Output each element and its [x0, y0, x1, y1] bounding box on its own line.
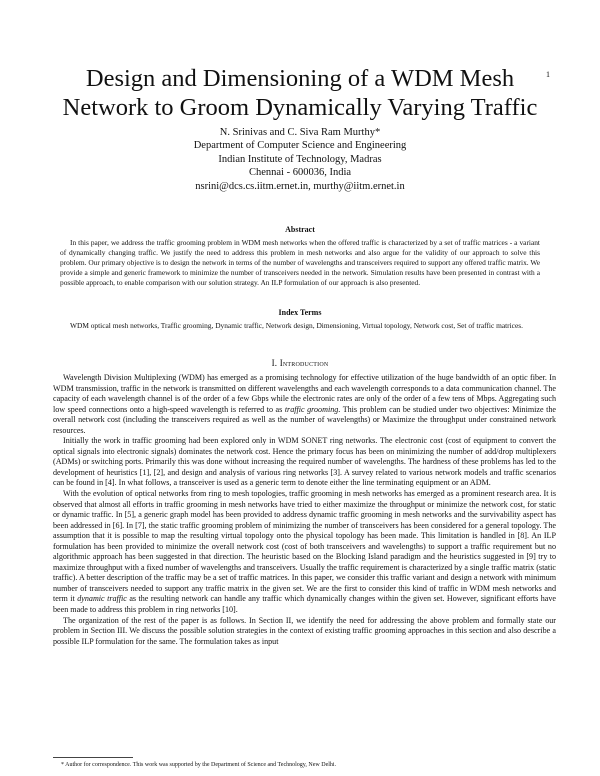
- paragraph: The organization of the rest of the paper is as follows. In Section II, we identify the need for addressing the above problem and formally state our problem in Section III. We discuss the possible solution strategies in the context of existing traffic grooming approaches in this section and also describe a possible ILP formulation for the same. The formulation takes as input: [53, 615, 556, 646]
- body-text: [53, 373, 556, 647]
- section-heading: [40, 358, 560, 368]
- paper-title: Design and Dimensioning of a WDM Mesh Network to Groom Dynamically Varying Traffic: [62, 65, 538, 121]
- paragraph: Wavelength Division Multiplexing (WDM) has emerged as a promising technology for effective utilization of the huge bandwidth of an optic fiber. In WDM transmission, traffic in the network is transmitted on different wavelengths and each wavelength corresponds to a data communication channel. The capacity of each wavelength channel is of the order of a few Gbps while the electronic rates are only of the order of a few tens of Mbps. Aggregating such low speed connections onto a high-speed wavelength is referred to as traffic grooming. This problem can be studied under two objectives: Minimize the overall network cost (including the transceivers required as well as the number of wavelengths) or Maximize the throughput under constrained network resources.: [53, 373, 556, 435]
- section-title: Introduction: [279, 358, 329, 368]
- author-block: [40, 126, 560, 193]
- author-city: Chennai - 600036, India: [248, 167, 352, 179]
- index-terms-text: WDM optical mesh networks, Traffic grooming, Dynamic traffic, Network design, Dimensioning, Virtual topology, Network cost, Set of traffic matrices.: [70, 321, 523, 330]
- abstract-heading: Abstract: [285, 225, 315, 234]
- emphasis: dynamic traffic: [77, 594, 127, 604]
- author-institute: Indian Institute of Technology, Madras: [218, 153, 382, 165]
- footnote-divider: [53, 757, 133, 758]
- emphasis: traffic grooming: [284, 404, 339, 414]
- index-terms-heading: Index Terms: [278, 308, 322, 317]
- author-names: N. Srinivas and C. Siva Ram Murthy*: [219, 127, 381, 138]
- abstract-text: In this paper, we address the traffic grooming problem in WDM mesh networks when the offered traffic is characterized by a set of traffic matrices - a variant of dynamically changing traffic. We justify the need to address this problem in mesh networks and also argue for the validity of our approach to solve this problem. Our primary objective is to design the network in terms of the number of wavelengths and transceivers required to support any offered traffic matrix. We provide a simple and generic framework to minimize the number of transceivers needed in the network. Simulation results have been presented in contrast with a possible approach, to enable comparison with our solution strategy. An ILP formulation of our approach is also presented.: [60, 238, 540, 288]
- section-numeral: I.: [271, 358, 278, 368]
- footnote: * Author for correspondence. This work was supported by the Department of Science and Technology, New Delhi.: [61, 762, 337, 768]
- author-department: Department of Computer Science and Engineering: [193, 140, 407, 152]
- page-number: 1: [546, 70, 550, 79]
- paragraph: Initially the work in traffic grooming had been explored only in WDM SONET ring networks. The electronic cost (cost of equipment to convert the optical signals into electronic signals) dominates the network cost. Hence the primary focus has been on minimizing the number of add/drop multiplexers (ADMs) or switching ports. Primarily this was done without increasing the required number of wavelengths. The hardness of these problems has led to the development of heuristics [1], [2], and design and analysis of various ring networks [3]. A survey related to various network models and traffic scenarios can be found in [4]. In what follows, a transceiver is used as a generic term to denote either the line terminating equipment or an ADM.: [53, 436, 556, 488]
- paragraph: With the evolution of optical networks from ring to mesh topologies, traffic grooming in mesh networks has emerged as a prominent research area. It is observed that almost all efforts in traffic grooming in mesh networks have tried to either maximize the throughput or minimize the network cost, for static or dynamic traffic. In [5], a generic graph model has been provided to address dynamic traffic grooming in mesh networks and the survivability aspect has been addressed in [6]. In [7], the static traffic grooming problem of minimizing the number of transceivers has been considered for a general topology. The assumption that it is possible to map the resulting virtual topology onto the physical topology has been made. This limitation is handled in [8]. An ILP formulation has been provided to minimize the overall network cost (cost of both transceivers and wavelengths) to support a traffic requirement but no algorithmic approach has been suggested in that direction. The heuristic based on the Blocking Island paradigm and the heuristics suggested in [9] try to maximize throughput with a fixed number of wavelengths and transceivers. Usually the traffic requirement is characterized by a single traffic matrix (static traffic). A better description of the traffic may be a set of traffic matrices. In this paper, we consider this traffic variant and design a network with minimum number of transceivers needed to support any traffic matrix in the given set. We are the first to consider this kind of traffic in WDM mesh networks and term it dynamic traffic as the resulting network can handle any traffic which dynamically changes within the given set. However, significant efforts have been made to address this problem in ring networks [10].: [53, 489, 556, 615]
- author-emails: nsrini@dcs.cs.iitm.ernet.in, murthy@iitm.ernet.in: [195, 180, 405, 192]
